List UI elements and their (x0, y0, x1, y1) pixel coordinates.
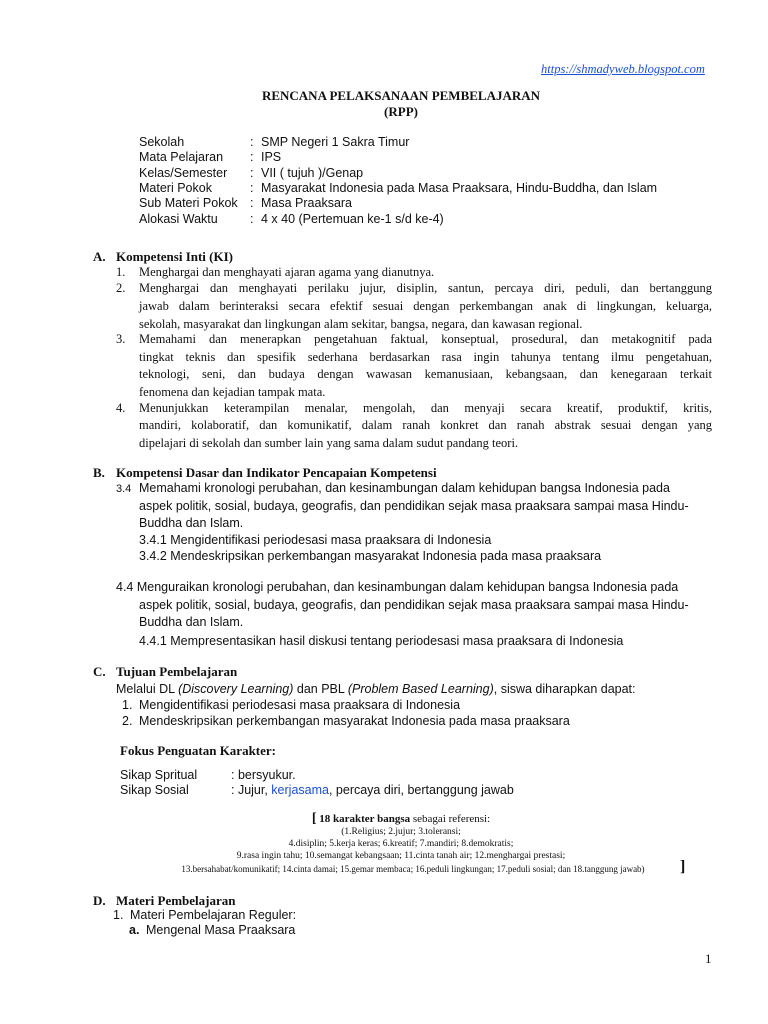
materi-number: 1. (113, 908, 124, 922)
bracket-open: [ (311, 811, 317, 826)
kd-number: 3.4 (116, 483, 132, 495)
identity-value: SMP Negeri 1 Sakra Timur (261, 135, 410, 149)
section-a-heading: Kompetensi Inti (KI) (116, 249, 233, 264)
section-c-marker: C. (93, 664, 106, 679)
reference-heading (0, 812, 768, 826)
materi-item: Materi Pembelajaran Reguler: (130, 908, 297, 922)
identity-sep: : (250, 150, 254, 164)
indicator-item: 3.4.2 Mendeskripsikan perkembangan masyarakat Indonesia pada masa praaksara (139, 549, 602, 563)
kd-line: Buddha dan Islam. (139, 516, 244, 530)
sikap-sosial-label: Sikap Sosial (120, 783, 189, 797)
materi-sub-item: Mengenal Masa Praaksara (146, 923, 296, 937)
identity-value: VII ( tujuh )/Genap (261, 166, 364, 180)
sikap-sosial-value (231, 783, 514, 798)
identity-label: Mata Pelajaran (139, 150, 224, 164)
section-c-heading: Tujuan Pembelajaran (116, 664, 238, 679)
kd-line: Buddha dan Islam. (139, 615, 244, 629)
sikap-highlight: kerjasama (271, 783, 329, 797)
ki-line: tingkat teknis dan spesifik sederhana berdasarkan rasa ingin tahunya tentang ilmu pengetahuan, (139, 350, 712, 364)
identity-value: 4 x 40 (Pertemuan ke-1 s/d ke-4) (261, 212, 444, 226)
ki-number: 2. (116, 281, 126, 295)
tujuan-intro (116, 682, 636, 697)
sikap-spiritual-label: Sikap Spritual (120, 768, 198, 782)
kd-line: 4.4 Menguraikan kronologi perubahan, dan kesinambungan dalam kehidupan bangsa Indonesia pada (116, 580, 679, 594)
identity-sep: : (250, 212, 254, 226)
fokus-heading: Fokus Penguatan Karakter: (120, 743, 276, 758)
identity-label: Materi Pokok (139, 181, 212, 195)
sikap-text: : Jujur, (231, 783, 272, 797)
indicator-item: 4.4.1 Mempresentasikan hasil diskusi tentang periodesasi masa praaksara di Indonesia (139, 634, 624, 648)
section-d-heading: Materi Pembelajaran (116, 893, 236, 908)
reference-line: 4.disiplin; 5.kerja keras; 6.kreatif; 7.mandiri; 8.demokratis; (288, 839, 514, 849)
ki-line: Menghargai dan menghayati perilaku jujur, disiplin, santun, percaya diri, peduli, dan bertanggung (139, 281, 712, 295)
intro-text: , siswa diharapkan dapat: (493, 682, 636, 696)
ki-line: fenomena dan kejadian tampak mata. (139, 385, 326, 399)
section-b-marker: B. (93, 465, 105, 480)
identity-label: Kelas/Semester (139, 166, 228, 180)
kd-line: Memahami kronologi perubahan, dan kesinambungan dalam kehidupan bangsa Indonesia pada (139, 481, 670, 495)
ki-number: 4. (116, 401, 126, 415)
reference-line: 13.bersahabat/komunikatif; 14.cinta damai; 15.gemar membaca; 16.peduli lingkungan; 17.peduli sosial; dan 18.tanggung jawab) (181, 864, 645, 874)
ki-number: 1. (116, 265, 126, 279)
ki-line: teknologi, seni, dan budaya dengan wawasan kemanusiaan, kebangsaan, dan kenegaraan terkait (139, 367, 712, 381)
identity-label: Alokasi Waktu (139, 212, 218, 226)
identity-value: Masyarakat Indonesia pada Masa Praaksara, Hindu-Buddha, dan Islam (261, 181, 658, 195)
tujuan-item: Mengidentifikasi periodesasi masa praaksara di Indonesia (139, 698, 461, 712)
identity-value: Masa Praaksara (261, 196, 353, 210)
ki-line: Menunjukkan keterampilan menalar, mengolah, dan menyaji secara kreatif, produktif, kritis, (139, 401, 712, 415)
blog-url[interactable]: https://shmadyweb.blogspot.com (541, 62, 705, 76)
ki-line: dipelajari di sekolah dan sumber lain yang sama dalam sudut pandang teori. (139, 436, 519, 450)
ki-line: jawab dalam berinteraksi secara efektif sesuai dengan perkembangan anak di lingkungan, keluarga, (139, 299, 712, 313)
section-a-marker: A. (93, 249, 106, 264)
identity-value: IPS (261, 150, 282, 164)
kd-line: aspek politik, sosial, budaya, geografis, dan pendidikan sejak masa praaksara sampai masa Hindu- (139, 499, 689, 513)
ki-line: Menghargai dan menghayati ajaran agama yang dianutnya. (139, 265, 435, 279)
section-d-marker: D. (93, 893, 106, 908)
sikap-spiritual-value: : bersyukur. (231, 768, 296, 782)
identity-sep: : (250, 166, 254, 180)
identity-sep: : (250, 181, 254, 195)
ki-number: 3. (116, 332, 126, 346)
materi-sub-marker: a. (129, 923, 140, 937)
identity-label: Sekolah (139, 135, 185, 149)
tujuan-number: 1. (122, 698, 133, 712)
reference-line: (1.Religius; 2.jujur; 3.toleransi; (341, 827, 461, 837)
bracket-close: ] (680, 858, 686, 875)
identity-sep: : (250, 135, 254, 149)
reference-bold: 18 karakter bangsa (316, 813, 411, 825)
intro-text: dan PBL (293, 682, 348, 696)
tujuan-number: 2. (122, 714, 133, 728)
page-subtitle: (RPP) (384, 104, 418, 119)
sikap-text: , percaya diri, bertanggung jawab (328, 783, 514, 797)
reference-line: 9.rasa ingin tahu; 10.semangat kebangsaan; 11.cinta tanah air; 12.menghargai prestasi; (236, 851, 566, 861)
intro-pbl-term: (Problem Based Learning) (347, 682, 494, 696)
tujuan-item: Mendeskripsikan perkembangan masyarakat Indonesia pada masa praaksara (139, 714, 570, 728)
identity-sep: : (250, 196, 254, 210)
reference-text: sebagai referensi: (410, 813, 491, 825)
page-number: 1 (705, 951, 712, 966)
section-b-heading: Kompetensi Dasar dan Indikator Pencapaian Kompetensi (116, 465, 437, 480)
ki-line: Memahami dan menerapkan pengetahuan faktual, konseptual, prosedural, dan metakognitif pada (139, 332, 712, 346)
identity-label: Sub Materi Pokok (139, 196, 238, 210)
header-link[interactable] (541, 60, 705, 78)
ki-line: sekolah, masyarakat dan lingkungan alam sekitar, bangsa, negara, dan kawasan regional. (139, 317, 583, 331)
ki-line: mandiri, kolaboratif, dan komunikatif, dalam ranah konkret dan ranah abstrak sesuai dengan yang (139, 418, 712, 432)
intro-text: Melalui DL (116, 682, 179, 696)
indicator-item: 3.4.1 Mengidentifikasi periodesasi masa praaksara di Indonesia (139, 533, 492, 547)
intro-dl-term: (Discovery Learning) (178, 682, 294, 696)
kd-line: aspek politik, sosial, budaya, geografis, dan pendidikan sejak masa praaksara sampai masa Hindu- (139, 598, 689, 612)
page-title: RENCANA PELAKSANAAN PEMBELAJARAN (261, 88, 541, 103)
